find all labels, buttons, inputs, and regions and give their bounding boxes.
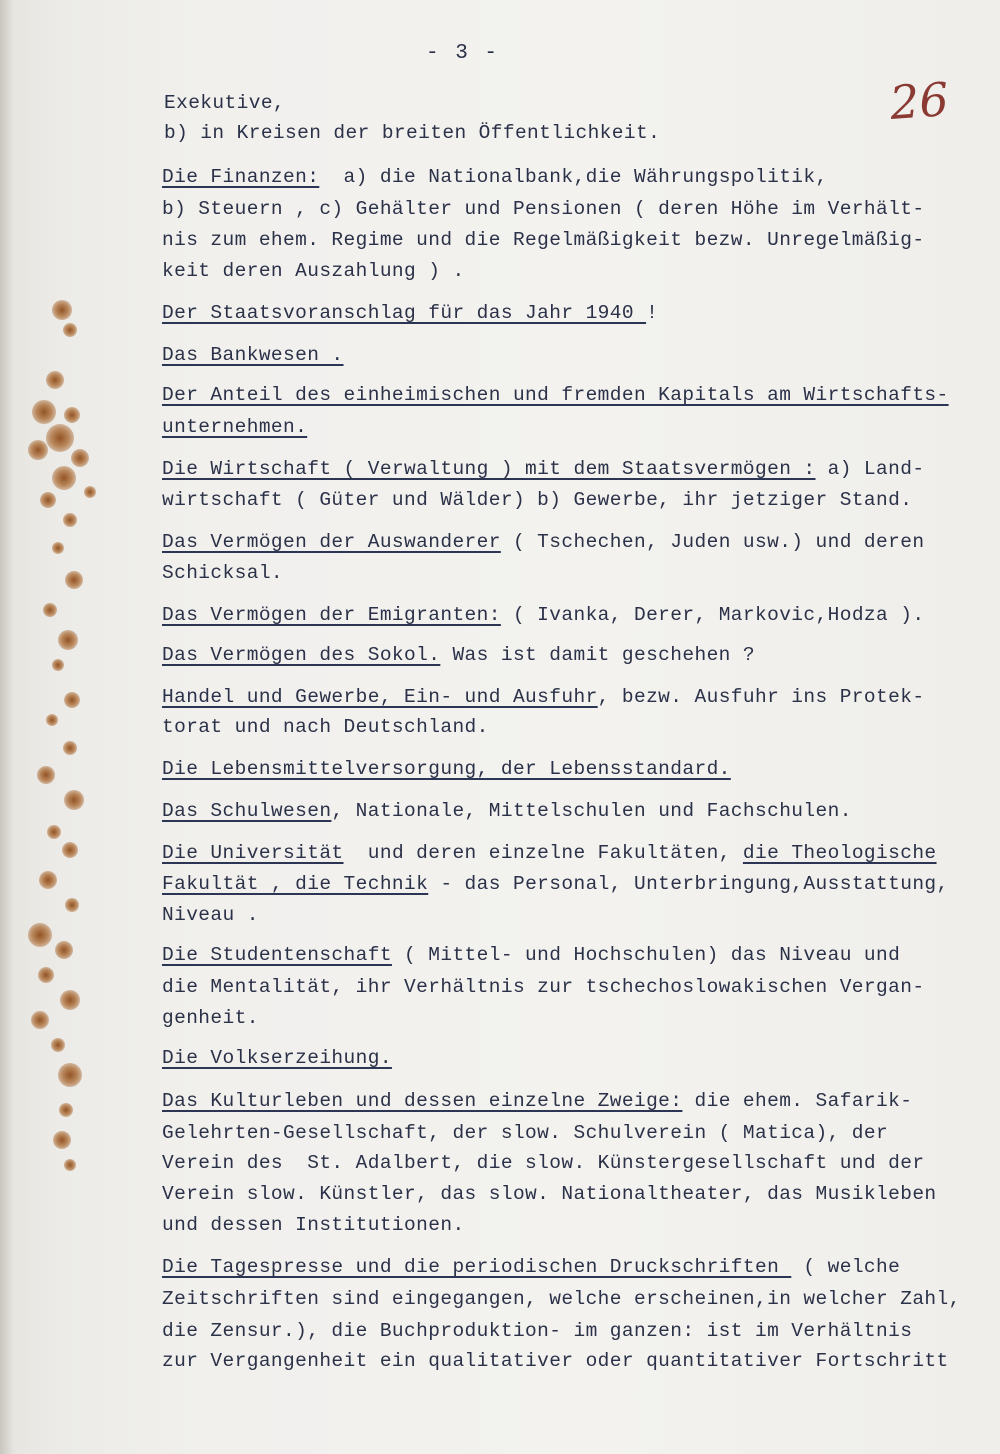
text-line: [162, 944, 900, 966]
text-segment: die Zensur.), die Buchproduktion- im ganzen: ist im Verhältnis: [162, 1320, 913, 1342]
text-segment: ( welche: [791, 1256, 901, 1278]
foxing-spot: [59, 1103, 73, 1117]
foxing-spot: [71, 449, 89, 467]
text-line: [162, 604, 924, 626]
foxing-spot: [63, 323, 77, 337]
foxing-spot: [37, 766, 55, 784]
text-line: [162, 686, 924, 708]
text-line: [162, 531, 924, 553]
text-line: [162, 260, 465, 282]
text-line: [162, 873, 949, 895]
text-line: [162, 1152, 924, 1174]
handwritten-sheet-number: 26: [888, 72, 951, 130]
foxing-spot: [64, 407, 80, 423]
underlined-heading: Die Tagespresse und die periodischen Druckschriften: [162, 1256, 792, 1278]
text-segment: Verein slow. Künstler, das slow. Nationaltheater, das Musikleben: [162, 1183, 937, 1205]
text-line: [162, 976, 924, 998]
text-line: [162, 644, 755, 666]
text-segment: b) in Kreisen der breiten Öffentlichkeit.: [164, 122, 661, 144]
foxing-spot: [46, 371, 64, 389]
text-segment: die Mentalität, ihr Verhältnis zur tschechoslowakischen Vergan-: [162, 976, 925, 998]
text-segment: Exekutive,: [164, 92, 286, 114]
text-line: [162, 1256, 900, 1278]
foxing-spot: [40, 492, 56, 508]
underlined-heading: Das Bankwesen .: [162, 344, 344, 366]
text-segment: Gelehrten-Gesellschaft, der slow. Schulverein ( Matica), der: [162, 1122, 889, 1144]
text-segment: a) die Nationalbank,die Währungspolitik,: [319, 166, 828, 188]
text-segment: ( Tschechen, Juden usw.) und deren: [500, 531, 925, 553]
text-segment: und deren einzelne Fakultäten,: [343, 842, 743, 864]
underlined-heading: Handel und Gewerbe, Ein- und Ausfuhr: [162, 686, 598, 708]
text-segment: genheit.: [162, 1007, 259, 1029]
underlined-heading: Das Vermögen des Sokol.: [162, 644, 441, 666]
foxing-spot: [52, 659, 64, 671]
text-segment: keit deren Auszahlung ) .: [162, 260, 465, 282]
text-line: [164, 122, 660, 144]
foxing-spot: [43, 603, 57, 617]
underlined-heading: Das Schulwesen: [162, 800, 332, 822]
foxing-spot: [58, 630, 78, 650]
text-line: [162, 758, 731, 780]
foxing-spot: [51, 1038, 65, 1052]
foxing-spot: [63, 513, 77, 527]
page-number: - 3 -: [426, 42, 500, 65]
foxing-spot: [28, 440, 48, 460]
text-line: [162, 1007, 259, 1029]
text-segment: zur Vergangenheit ein qualitativer oder quantitativer Fortschritt: [162, 1350, 949, 1372]
text-line: [162, 842, 937, 864]
text-line: [162, 198, 924, 220]
underlined-heading: Die Finanzen:: [162, 166, 320, 188]
foxing-spot: [65, 571, 83, 589]
foxing-spot: [28, 923, 52, 947]
foxing-spot: [53, 1131, 71, 1149]
foxing-spot: [84, 486, 96, 498]
text-line: [162, 344, 344, 366]
text-line: [162, 166, 828, 188]
text-line: [162, 1047, 392, 1069]
underlined-heading: Fakultät , die Technik: [162, 873, 429, 895]
text-line: [162, 1183, 937, 1205]
text-line: [162, 562, 283, 584]
foxing-spot: [47, 825, 61, 839]
text-line: [162, 904, 259, 926]
underlined-heading: Der Anteil des einheimischen und fremden Kapitals am Wirtschafts-: [162, 384, 949, 406]
text-line: [162, 1320, 912, 1342]
text-segment: a) Land-: [815, 458, 925, 480]
foxing-spot: [52, 300, 72, 320]
foxing-spot: [39, 871, 57, 889]
underlined-heading: Die Volkserzeihung.: [162, 1047, 392, 1069]
foxing-spot: [64, 1159, 76, 1171]
text-segment: Zeitschriften sind eingegangen, welche erscheinen,in welcher Zahl,: [162, 1288, 961, 1310]
text-segment: - das Personal, Unterbringung,Ausstattung,: [428, 873, 949, 895]
underlined-heading: Die Universität: [162, 842, 344, 864]
text-segment: wirtschaft ( Güter und Wälder) b) Gewerbe, ihr jetziger Stand.: [162, 489, 913, 511]
text-segment: Schicksal.: [162, 562, 284, 584]
text-line: [162, 384, 949, 406]
text-segment: Was ist damit geschehen ?: [440, 644, 755, 666]
underlined-heading: Die Lebensmittelversorgung, der Lebensstandard.: [162, 758, 731, 780]
foxing-spot: [52, 466, 76, 490]
underlined-heading: Das Vermögen der Emigranten:: [162, 604, 501, 626]
text-segment: torat und nach Deutschland.: [162, 716, 489, 738]
foxing-spot: [31, 1011, 49, 1029]
text-segment: Niveau .: [162, 904, 259, 926]
foxing-spot: [65, 898, 79, 912]
text-line: [162, 800, 852, 822]
text-line: [162, 1090, 912, 1112]
text-line: [164, 92, 285, 114]
text-line: [162, 458, 924, 480]
foxing-spot: [64, 692, 80, 708]
foxing-spot: [62, 842, 78, 858]
foxing-spot: [63, 741, 77, 755]
text-line: [162, 416, 307, 438]
underlined-heading: Die Wirtschaft ( Verwaltung ) mit dem Staatsvermögen :: [162, 458, 816, 480]
foxing-spot: [46, 714, 58, 726]
underlined-heading: Die Studentenschaft: [162, 944, 392, 966]
foxing-spot: [60, 990, 80, 1010]
foxing-spot: [32, 400, 56, 424]
underlined-heading: unternehmen.: [162, 416, 308, 438]
underlined-heading: Das Kulturleben und dessen einzelne Zweige:: [162, 1090, 683, 1112]
foxing-spot: [64, 790, 84, 810]
page-edge-shadow: [0, 0, 14, 1454]
foxing-spot: [52, 542, 64, 554]
text-line: [162, 302, 658, 324]
text-line: [162, 1214, 465, 1236]
text-segment: b) Steuern , c) Gehälter und Pensionen ( deren Höhe im Verhält-: [162, 198, 925, 220]
text-line: [162, 716, 489, 738]
text-line: [162, 229, 924, 251]
text-line: [162, 489, 912, 511]
text-segment: die ehem. Safarik-: [682, 1090, 913, 1112]
text-line: [162, 1350, 949, 1372]
underlined-heading: Der Staatsvoranschlag für das Jahr 1940: [162, 302, 647, 324]
underlined-heading: Das Vermögen der Auswanderer: [162, 531, 501, 553]
foxing-spot: [46, 424, 74, 452]
foxing-spot: [58, 1063, 82, 1087]
text-segment: , Nationale, Mittelschulen und Fachschulen.: [331, 800, 852, 822]
text-line: [162, 1122, 888, 1144]
text-segment: , bezw. Ausfuhr ins Protek-: [597, 686, 925, 708]
text-segment: ( Ivanka, Derer, Markovic,Hodza ).: [500, 604, 925, 626]
underlined-heading: die Theologische: [742, 842, 937, 864]
text-segment: und dessen Institutionen.: [162, 1214, 465, 1236]
text-line: [162, 1288, 961, 1310]
foxing-spot: [55, 941, 73, 959]
text-segment: ( Mittel- und Hochschulen) das Niveau und: [391, 944, 901, 966]
text-segment: Verein des St. Adalbert, die slow. Künstergesellschaft und der: [162, 1152, 925, 1174]
foxing-spot: [38, 967, 54, 983]
text-segment: !: [646, 302, 659, 324]
text-segment: nis zum ehem. Regime und die Regelmäßigkeit bezw. Unregelmäßig-: [162, 229, 925, 251]
